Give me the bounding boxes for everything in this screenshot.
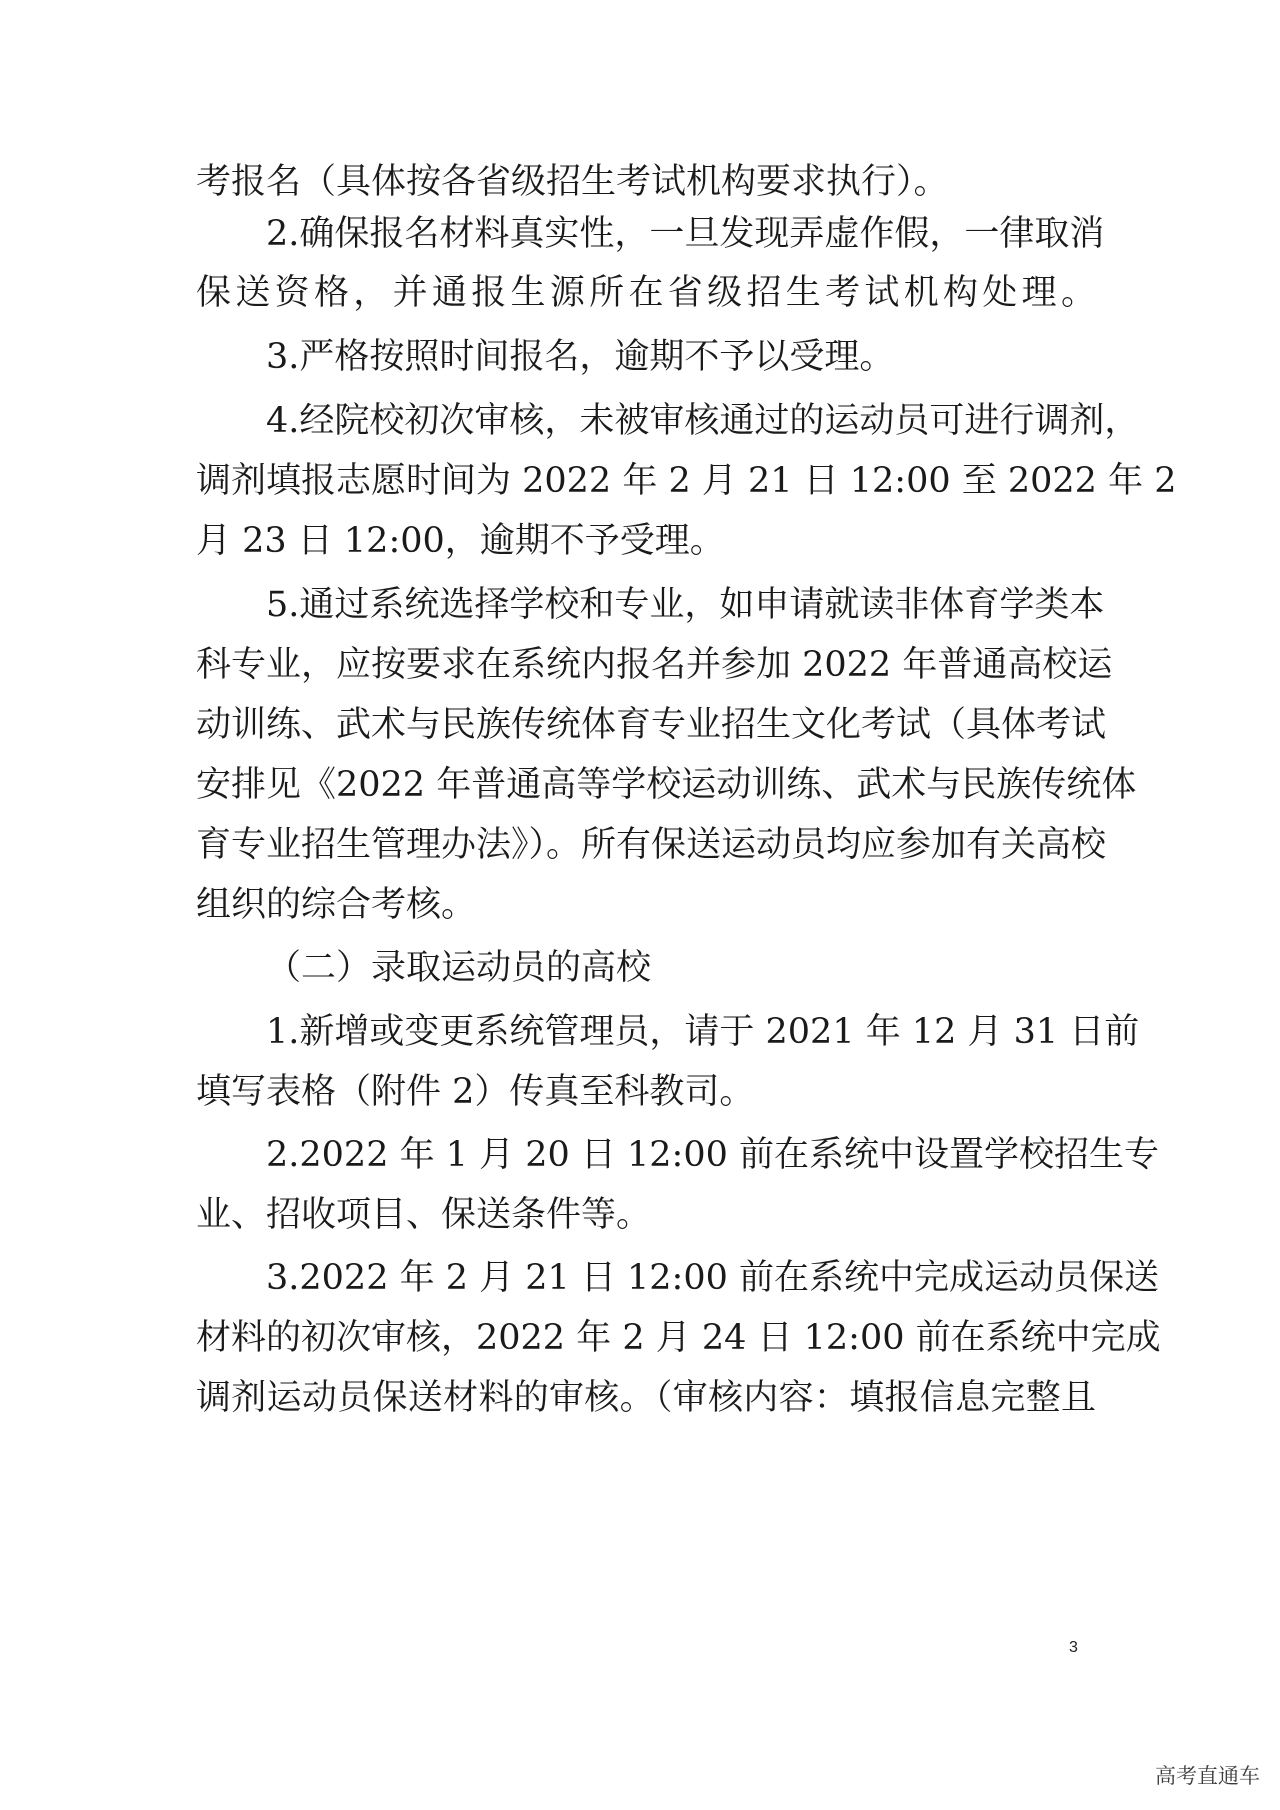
text-line: 5.通过系统选择学校和专业，如申请就读非体育学类本 xyxy=(266,585,1105,625)
text-line: 育专业招生管理办法》）。所有保送运动员均应参加有关高校 xyxy=(196,825,1107,865)
text-line: 3.严格按照时间报名，逾期不予以受理。 xyxy=(266,337,895,377)
text-line: 材料的初次审核，2022 年 2 月 24 日 12:00 前在系统中完成 xyxy=(196,1318,1161,1358)
page-number: 3 xyxy=(1069,1639,1078,1656)
section-heading: （二）录取运动员的高校 xyxy=(266,948,652,988)
text-line: 调剂运动员保送材料的审核。（审核内容：填报信息完整且 xyxy=(196,1378,1096,1418)
text-line: 动训练、武术与民族传统体育专业招生文化考试（具体考试 xyxy=(196,705,1107,745)
text-line: 安排见《2022 年普通高等学校运动训练、武术与民族传统体 xyxy=(196,765,1137,805)
text-line: 1.新增或变更系统管理员，请于 2021 年 12 月 31 日前 xyxy=(266,1012,1140,1052)
text-line: 2.确保报名材料真实性，一旦发现弄虚作假，一律取消 xyxy=(266,214,1105,254)
text-line: 填写表格（附件 2）传真至科教司。 xyxy=(196,1072,755,1112)
text-line: 2.2022 年 1 月 20 日 12:00 前在系统中设置学校招生专 xyxy=(266,1135,1160,1175)
text-line: 4.经院校初次审核，未被审核通过的运动员可进行调剂， xyxy=(266,401,1140,441)
text-line: 月 23 日 12:00，逾期不予受理。 xyxy=(196,521,725,561)
text-line: 考报名（具体按各省级招生考试机构要求执行）。 xyxy=(196,162,949,202)
watermark-text: 高考直通车 xyxy=(1155,1764,1260,1788)
text-line: 业、招收项目、保送条件等。 xyxy=(196,1195,652,1235)
text-line: 调剂填报志愿时间为 2022 年 2 月 21 日 12:00 至 2022 年 2 xyxy=(196,461,1177,501)
text-line: 组织的综合考核。 xyxy=(196,885,477,925)
text-line: 3.2022 年 2 月 21 日 12:00 前在系统中完成运动员保送 xyxy=(266,1258,1160,1298)
text-line: 科专业，应按要求在系统内报名并参加 2022 年普通高校运 xyxy=(196,645,1113,685)
text-line: 保送资格，并通报生源所在省级招生考试机构处理。 xyxy=(196,273,1096,313)
